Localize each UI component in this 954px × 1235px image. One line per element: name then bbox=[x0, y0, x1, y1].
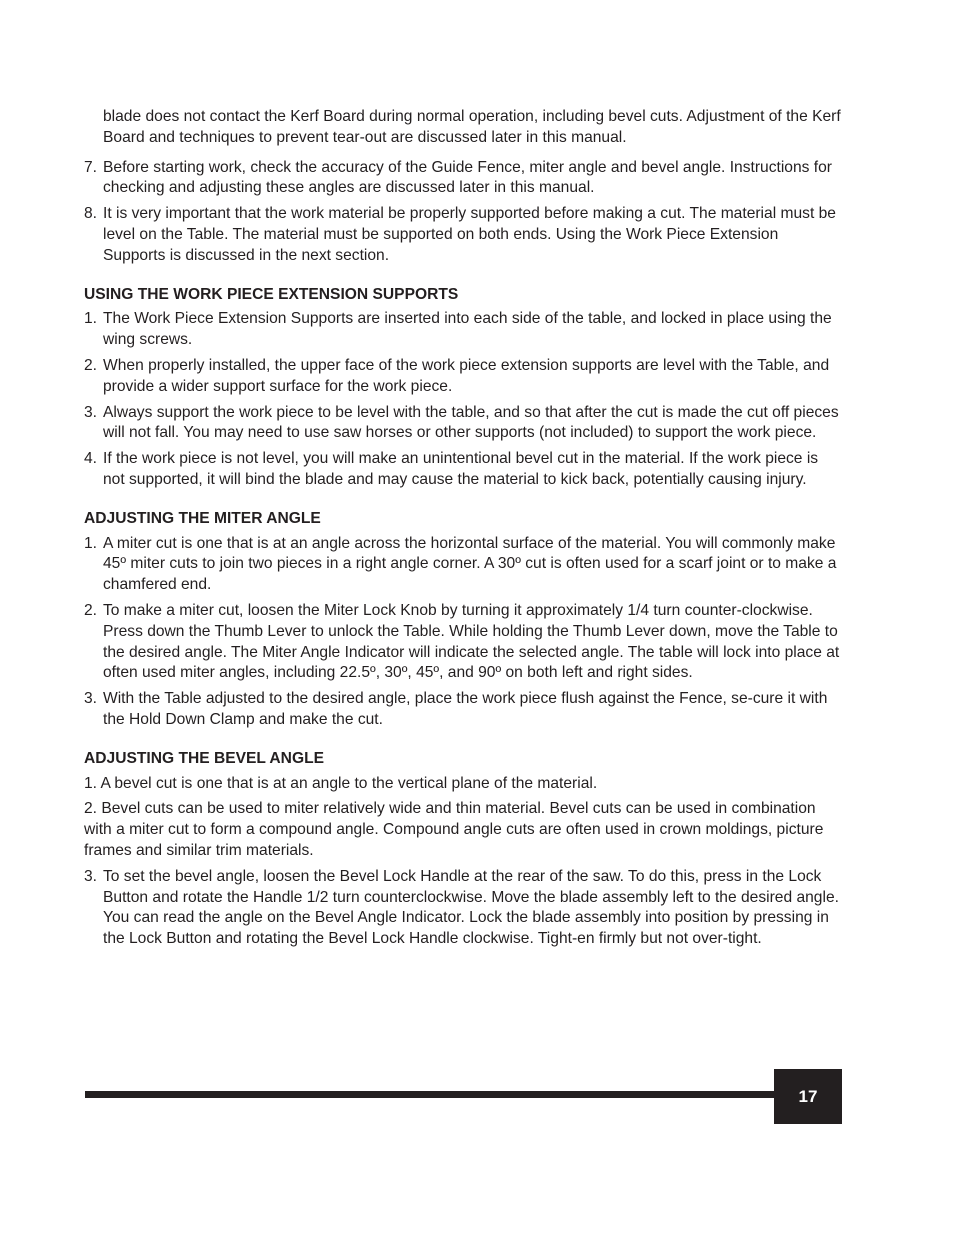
list-number: 2. bbox=[84, 601, 98, 619]
list-text: A miter cut is one that is at an angle across the horizontal surface of the material. You will commonly make 45º miter cuts to join two pieces in a right angle corner. A 30º cut is often used for a scarf joint or to make a chamfered end. bbox=[103, 534, 837, 594]
list-number: 1. bbox=[84, 534, 98, 552]
list-item bbox=[84, 449, 844, 491]
list-text: With the Table adjusted to the desired angle, place the work piece flush against the Fence, se-cure it with the Hold Down Clamp and make the cut. bbox=[103, 690, 828, 728]
page-body bbox=[84, 107, 844, 955]
list-item bbox=[84, 158, 844, 200]
section-heading: USING THE WORK PIECE EXTENSION SUPPORTS bbox=[84, 285, 459, 303]
list-text: When properly installed, the upper face of the work piece extension supports are level with the Table, and provide a wider support surface for the work piece. bbox=[103, 356, 830, 395]
continued-paragraph: blade does not contact the Kerf Board during normal operation, including bevel cuts. Adjustment of the Kerf Board and techniques to prevent tear-out are discussed later in this manual. bbox=[103, 108, 841, 146]
list-item bbox=[84, 403, 844, 445]
list-number: 3. bbox=[84, 690, 98, 708]
list-number: 4. bbox=[84, 450, 98, 468]
list-text: Before starting work, check the accuracy of the Guide Fence, miter angle and bevel angle. Instructions for checking and adjusting these angles are discussed later in this manual. bbox=[103, 158, 832, 197]
list-number: 1. bbox=[84, 310, 98, 328]
paragraph: 1. A bevel cut is one that is at an angle to the vertical plane of the material. bbox=[84, 774, 598, 792]
list-text: To set the bevel angle, loosen the Bevel Lock Handle at the rear of the saw. To do this, press in the Lock Button and rotate the Handle 1/2 turn counterclockwise. Move the blade assembly left to the desired angle. You can read the angle on the Bevel Angle Indicator. Lock the blade assembly into position by pressing in the Lock Button and rotating the Bevel Lock Handle clockwise. Tight-en firmly but not over-tight. bbox=[103, 867, 839, 948]
list-number: 3. bbox=[84, 403, 98, 421]
paragraph: 2. Bevel cuts can be used to miter relatively wide and thin material. Bevel cuts can be used in combination with a miter cut to form a compound angle. Compound angle cuts are often used in crown moldings, picture frames and similar trim materials. bbox=[84, 800, 824, 859]
footer-rule bbox=[85, 1091, 777, 1098]
list-text: The Work Piece Extension Supports are inserted into each side of the table, and locked in place using the wing screws. bbox=[103, 310, 832, 349]
list-item bbox=[84, 204, 844, 266]
list-item bbox=[84, 309, 844, 351]
list-text: If the work piece is not level, you will make an unintentional bevel cut in the material. If the work piece is not supported, it will bind the blade and may cause the material to kick back, potentially causing injury. bbox=[103, 450, 819, 488]
section-heading: ADJUSTING THE MITER ANGLE bbox=[84, 509, 321, 527]
list-text: It is very important that the work material be properly supported before making a cut. The material must be level on the Table. The material must be supported on both ends. Using the Work Piece Extension Supports is discussed in the next section. bbox=[103, 205, 836, 264]
list-item bbox=[84, 601, 844, 684]
list-item bbox=[84, 356, 844, 398]
page-number: 17 bbox=[798, 1086, 818, 1106]
list-number: 8. bbox=[84, 205, 98, 223]
list-item bbox=[84, 534, 844, 596]
section-heading: ADJUSTING THE BEVEL ANGLE bbox=[84, 749, 324, 767]
list-number: 3. bbox=[84, 867, 98, 885]
list-item bbox=[84, 867, 844, 950]
list-text: To make a miter cut, loosen the Miter Lock Knob by turning it approximately 1/4 turn counter-clockwise. Press down the Thumb Lever to unlock the Table. While holding the Thumb Lever down, move the Table to the desired angle. The Miter Angle Indicator will indicate the selected angle. The table will lock into place at often used miter angles, including 22.5º, 30º, 45º, and 90º on both left and right sides. bbox=[103, 601, 840, 682]
list-number: 2. bbox=[84, 356, 98, 374]
list-item bbox=[84, 689, 844, 731]
page-number-box bbox=[774, 1069, 842, 1124]
list-text: Always support the work piece to be level with the table, and so that after the cut is made the cut off pieces will not fall. You may need to use saw horses or other supports (not included) to support the work piece. bbox=[103, 403, 839, 442]
list-number: 7. bbox=[84, 158, 98, 176]
